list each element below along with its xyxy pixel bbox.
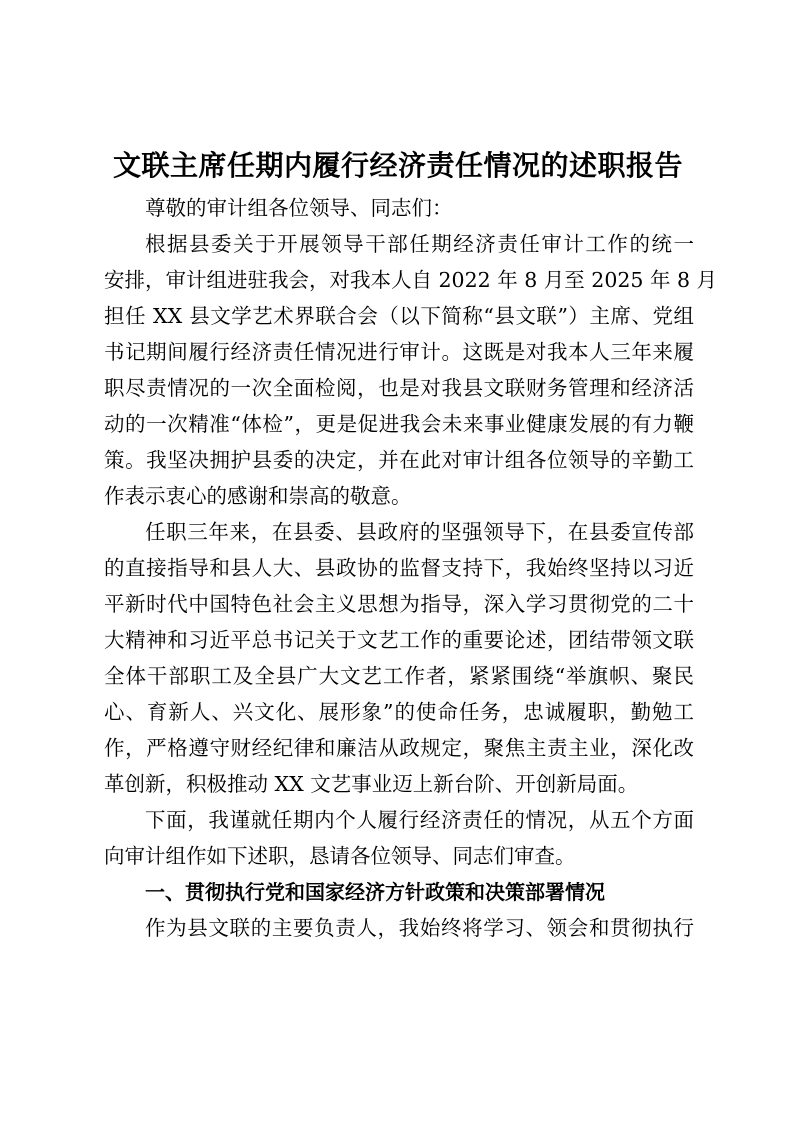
paragraph-line: 担任 XX 县文学艺术界联合会（以下简称“县文联”）主席、党组: [104, 304, 694, 328]
paragraph-line: 任职三年来，在县委、县政府的坚强领导下，在县委宣传部: [145, 520, 694, 544]
paragraph-line: 下面，我谨就任期内个人履行经济责任的情况，从五个方面: [145, 808, 694, 832]
document-body: [104, 190, 718, 946]
paragraph-line: 心、育新人、兴文化、展形象”的使命任务，忠诚履职，勤勉工: [104, 700, 694, 724]
paragraph-line: 作，严格遵守财经纪律和廉洁从政规定，聚焦主责主业，深化改: [104, 736, 694, 760]
paragraph-line: 的直接指导和县人大、县政协的监督支持下，我始终坚持以习近: [104, 556, 694, 580]
paragraph-line: 动的一次精准“体检”，更是促进我会未来事业健康发展的有力鞭: [104, 412, 694, 436]
paragraph-line: 根据县委关于开展领导干部任期经济责任审计工作的统一: [145, 232, 694, 256]
paragraph-line: 作为县文联的主要负责人，我始终将学习、领会和贯彻执行: [145, 916, 694, 940]
paragraph-line: 大精神和习近平总书记关于文艺工作的重要论述，团结带领文联: [104, 628, 694, 652]
paragraph-line: 作表示衷心的感谢和崇高的敬意。: [104, 484, 412, 508]
salutation: 尊敬的审计组各位领导、同志们：: [145, 196, 453, 220]
paragraph-line: 向审计组作如下述职，恳请各位领导、同志们审查。: [104, 844, 576, 868]
paragraph-line: 革创新，积极推动 XX 文艺事业迈上新台阶、开创新局面。: [104, 772, 639, 796]
paragraph-line: 书记期间履行经济责任情况进行审计。这既是对我本人三年来履: [104, 340, 694, 364]
paragraph-line: 策。我坚决拥护县委的决定，并在此对审计组各位领导的辛勤工: [104, 448, 694, 472]
paragraph-line: 安排，审计组进驻我会，对我本人自 2022 年 8 月至 2025 年 8 月: [104, 268, 718, 292]
paragraph-line: 全体干部职工及全县广大文艺工作者，紧紧围绕“举旗帜、聚民: [104, 664, 694, 688]
paragraph-line: 职尽责情况的一次全面检阅，也是对我县文联财务管理和经济活: [104, 376, 694, 400]
section-heading: 一、贯彻执行党和国家经济方针政策和决策部署情况: [145, 880, 605, 904]
paragraph-line: 平新时代中国特色社会主义思想为指导，深入学习贯彻党的二十: [104, 592, 694, 616]
document-title: 文联主席任期内履行经济责任情况的述职报告: [112, 149, 683, 182]
